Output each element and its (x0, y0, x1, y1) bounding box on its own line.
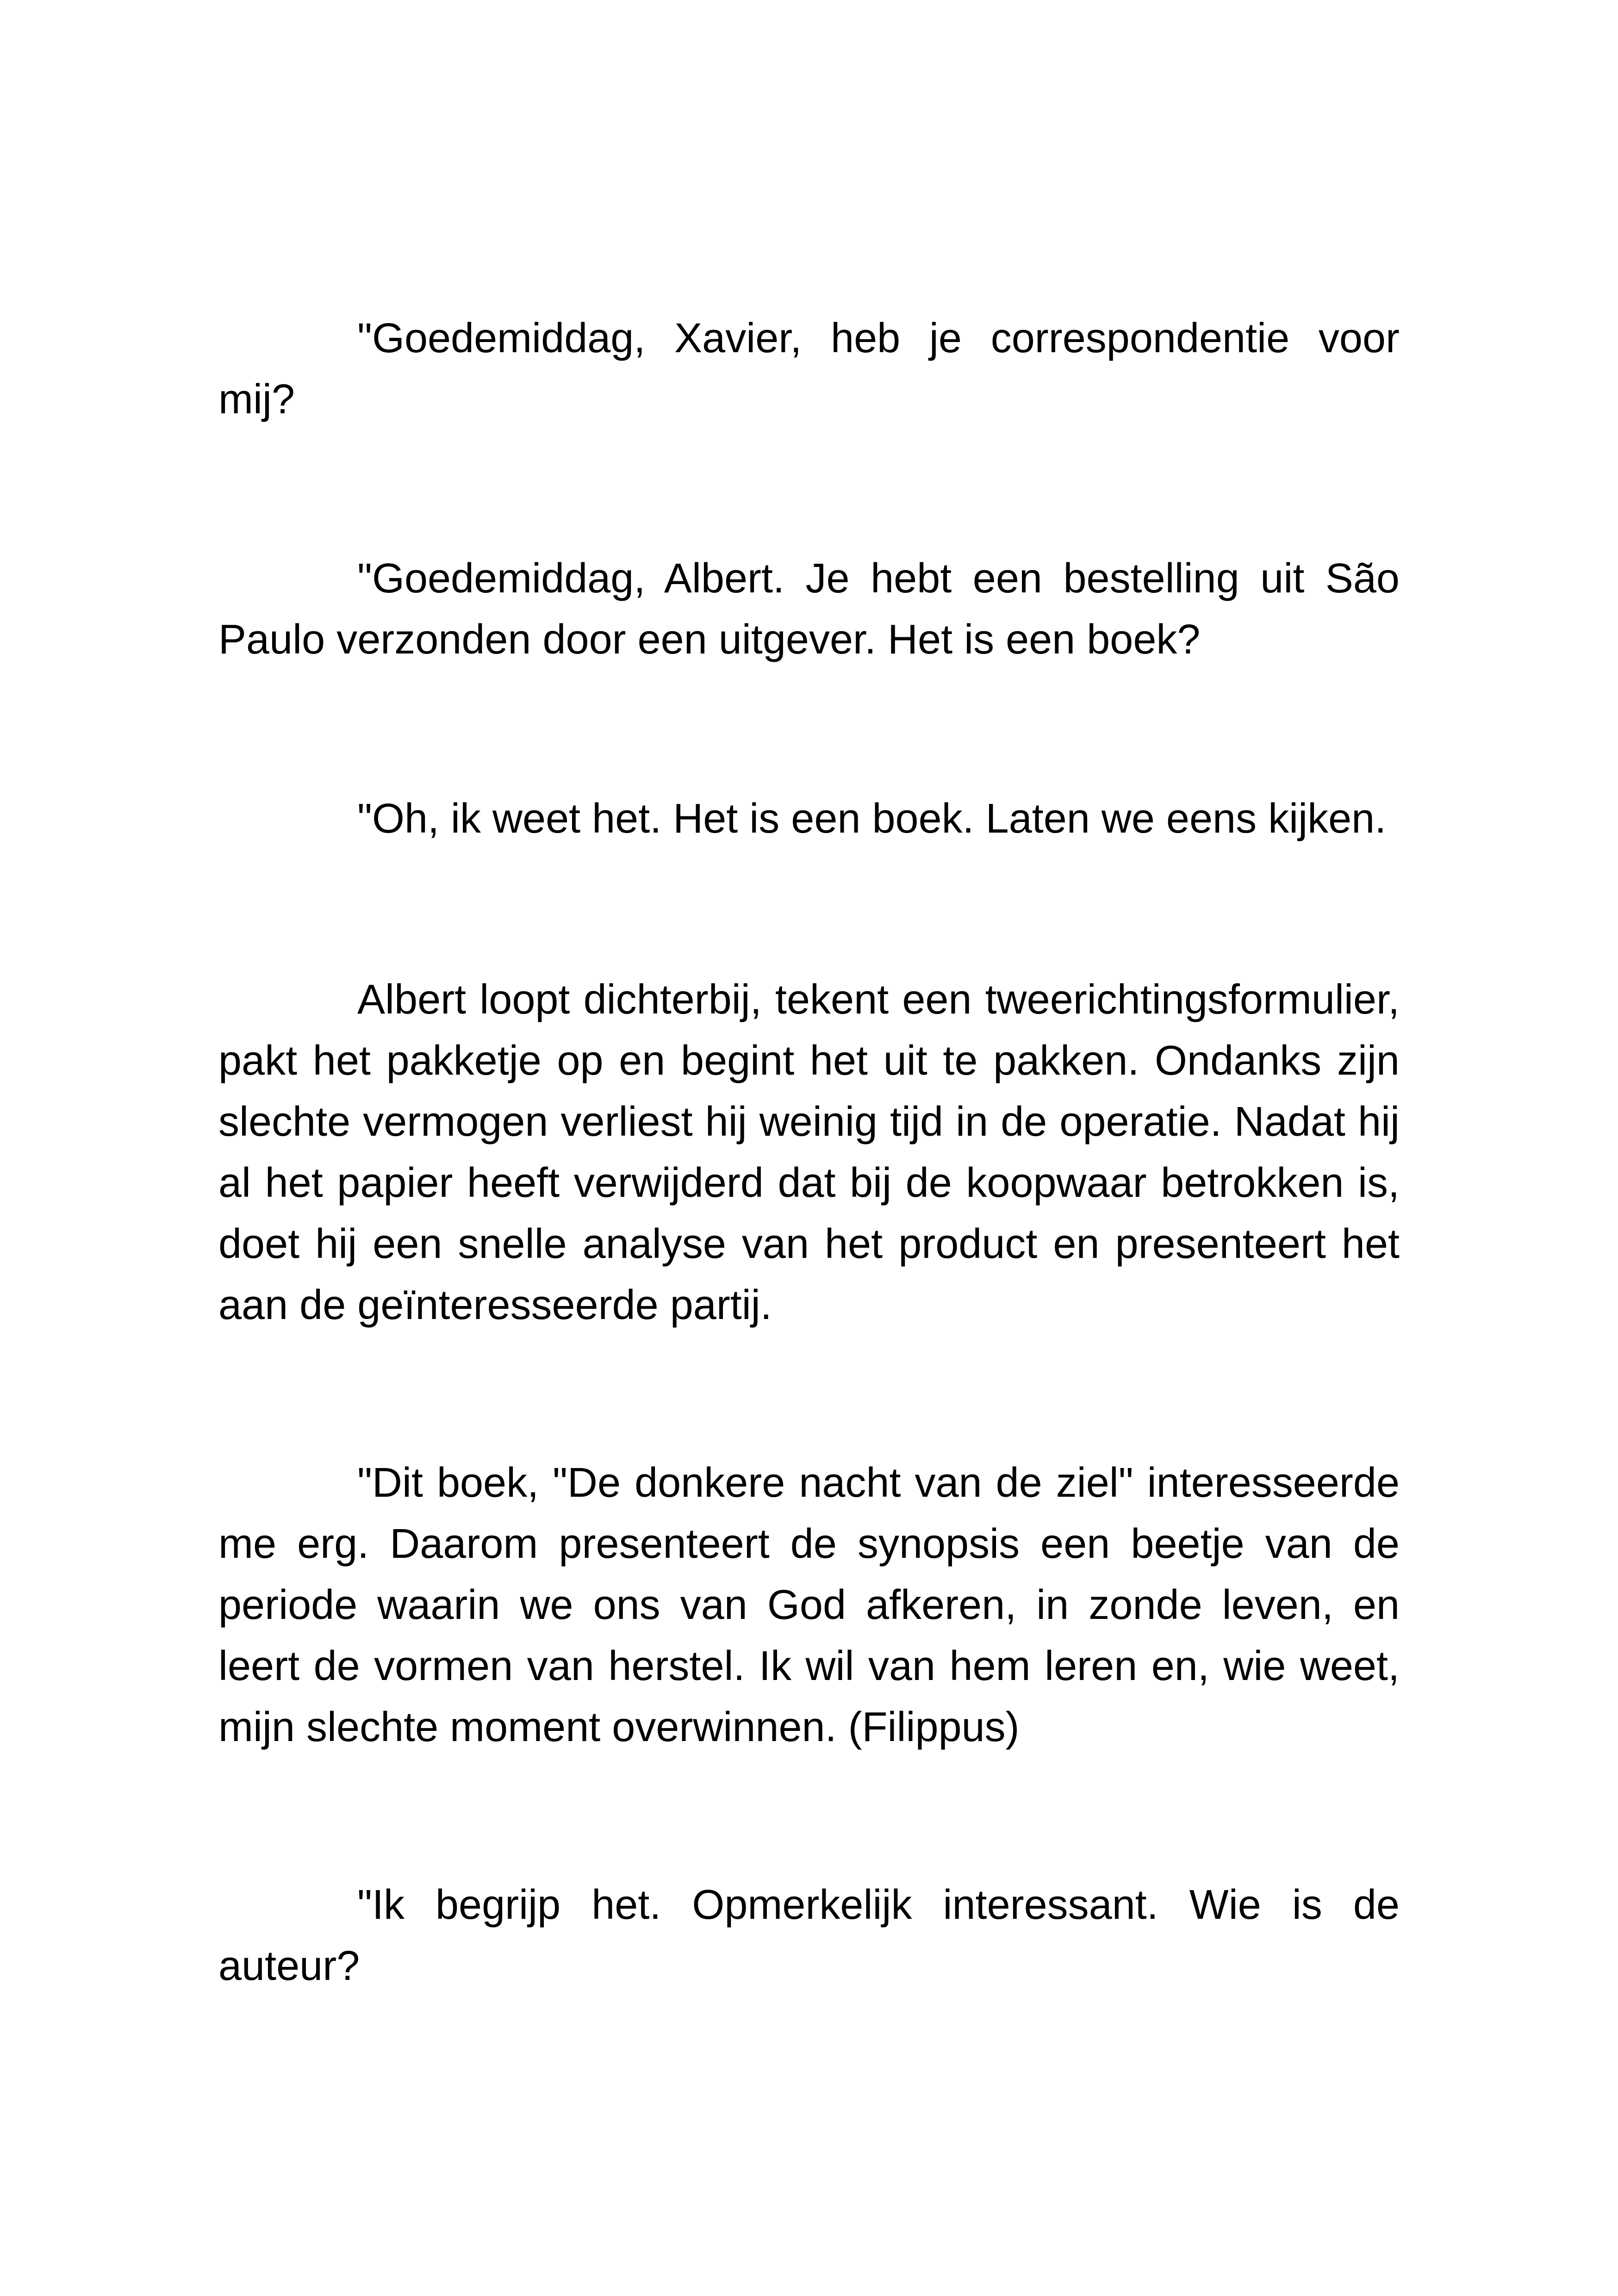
paragraph-text: "Oh, ik weet het. Het is een boek. Laten we eens kijken. (357, 796, 1387, 842)
paragraph-text: "Dit boek, "De donkere nacht van de ziel" interesseerde me erg. Daarom presenteert de synopsis een beetje van de periode waarin we ons van God afkeren, in zonde leven, en leert de vormen van herstel. Ik wil van hem leren en, wie weet, mijn slechte moment overwinnen. (Filippus) (218, 1460, 1400, 1750)
paragraph (218, 1874, 1400, 1997)
paragraph (218, 1452, 1400, 1758)
paragraph (218, 788, 1400, 849)
paragraph-text: Albert loopt dichterbij, tekent een tweerichtingsformulier, pakt het pakketje op en begint het uit te pakken. Ondanks zijn slechte vermogen verliest hij weinig tijd in de operatie. Nadat hij al het papier heeft verwijderd dat bij de koopwaar betrokken is, doet hij een snelle analyse van het product en presenteert het aan de geïnteresseerde partij. (218, 977, 1400, 1328)
paragraph-text: "Goedemiddag, Albert. Je hebt een bestelling uit São Paulo verzonden door een uitgever. Het is een boek? (218, 555, 1400, 663)
paragraph (218, 548, 1400, 670)
paragraph (218, 308, 1400, 430)
paragraph (218, 969, 1400, 1336)
paragraph-text: "Ik begrijp het. Opmerkelijk interessant. Wie is de auteur? (218, 1882, 1400, 1989)
paragraph-text: "Goedemiddag, Xavier, heb je correspondentie voor mij? (218, 315, 1400, 423)
